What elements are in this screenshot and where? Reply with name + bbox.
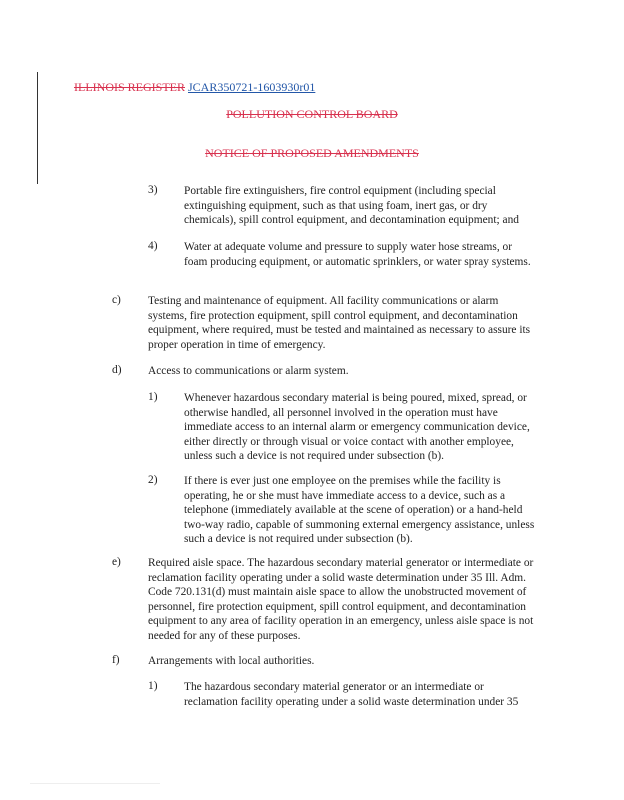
item-4-label: 4) xyxy=(148,240,158,252)
subsection-e-label: e) xyxy=(112,556,121,568)
agency-heading: POLLUTION CONTROL BOARD xyxy=(226,107,398,121)
subsection-f1-label: 1) xyxy=(148,680,158,692)
subsection-d-text: Access to communications or alarm system. xyxy=(148,365,349,377)
subsection-c-text: Testing and maintenance of equipment. All facility communications or alarm systems, fire protection equipment, spill control equipment, and decontamination equipment, where required, must be tested and maintained as necessary to assure its proper operation in time of emergency. xyxy=(148,295,531,351)
subsection-d2-label: 2) xyxy=(148,474,158,486)
item-3-text: Portable fire extinguishers, fire control equipment (including special extinguishing equipment, such as that using foam, inert gas, or dry chemicals), spill control equipment, and decontamination equipment; and xyxy=(184,185,519,227)
subsection-d2-text: If there is ever just one employee on the premises while the facility is operating, he or she must have immediate access to a device, such as a telephone (immediately available at the scene of operation) or a hand-held two-way radio, capable of summoning external emergency assistance, unless such a device is not required under subsection (b). xyxy=(184,475,535,546)
subsection-e-text: Required aisle space. The hazardous secondary material generator or intermediate or reclamation facility operating under a solid waste determination under 35 Ill. Adm. Code 720.131(d) must maintain aisle space to allow the unobstructed movement of personnel, fire protection equipment, spill control equipment, and decontamination equipment to any area of facility operation in an emergency, unless aisle space is not needed for any of these purposes. xyxy=(148,557,534,642)
notice-heading: NOTICE OF PROPOSED AMENDMENTS xyxy=(205,146,419,160)
item-3-label: 3) xyxy=(148,184,158,196)
subsection-f-text: Arrangements with local authorities. xyxy=(148,655,315,667)
subsection-d1-text: Whenever hazardous secondary material is being poured, mixed, spread, or otherwise handled, all personnel involved in the operation must have immediate access to an internal alarm or emergency communication device, either directly or through visual or voice contact with another employee, unless such a device is not required under subsection (b). xyxy=(184,392,530,463)
subsection-d1-label: 1) xyxy=(148,391,158,403)
subsection-f1-text: The hazardous secondary material generator or an intermediate or reclamation facility operating under a solid waste determination under 35 xyxy=(184,681,519,708)
register-header xyxy=(74,80,315,95)
register-struck-text: ILLINOIS REGISTER xyxy=(74,80,185,94)
subsection-d-label: d) xyxy=(112,364,122,376)
footer-rule xyxy=(30,783,160,784)
change-bar xyxy=(37,72,38,184)
item-4-text: Water at adequate volume and pressure to supply water hose streams, or foam producing equipment, or automatic sprinklers, or water spray systems. xyxy=(184,241,531,268)
subsection-c-label: c) xyxy=(112,294,121,306)
subsection-f-label: f) xyxy=(112,654,120,666)
register-inserted-text: JCAR350721-1603930r01 xyxy=(188,80,316,94)
